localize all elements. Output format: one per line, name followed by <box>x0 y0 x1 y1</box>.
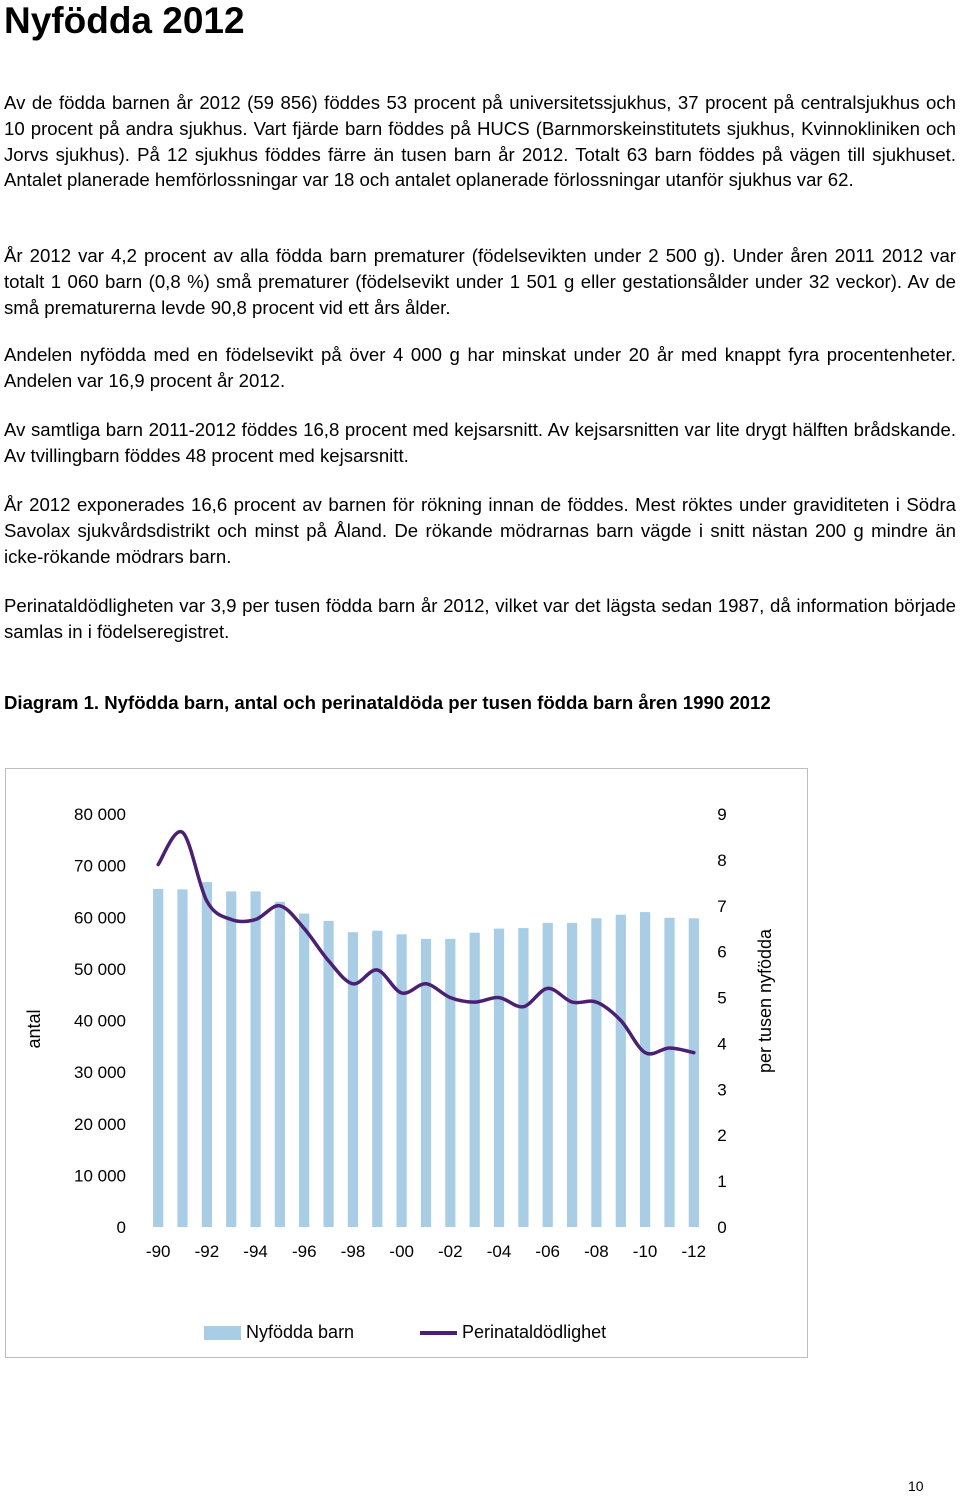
perinatal-point-2006 <box>547 988 549 990</box>
perinatal-point-2005 <box>523 1006 525 1008</box>
x-tick-label: -98 <box>340 1242 366 1261</box>
left-tick-label: 40 000 <box>74 1011 126 1031</box>
bar-1999 <box>372 931 382 1227</box>
bar-1995 <box>275 902 285 1227</box>
paragraph-premature: År 2012 var 4,2 procent av alla födda barn prematurer (födelsevikten under 2 500 g). Under åren 2011 2012 var totalt 1 060 barn (0,8 %) små prematurer (födelsevikt under 1 501 g eller gestationsålder under 32 veckor). Av de små prematurerna levde 90,8 procent vid ett års ålder. <box>4 245 956 318</box>
right-tick-label: 2 <box>717 1126 727 1146</box>
x-tick-label: -96 <box>292 1242 317 1261</box>
diagram-caption: Diagram 1. Nyfödda barn, antal och perinataldöda per tusen födda barn åren 1990 2012 <box>4 692 771 713</box>
page-number: 10 <box>908 1478 924 1494</box>
perinatal-point-2001 <box>425 983 427 985</box>
chart-frame <box>5 768 808 1358</box>
right-tick-label: 0 <box>717 1218 727 1237</box>
paragraph-caesarean: Av samtliga barn 2011-2012 föddes 16,8 procent med kejsarsnitt. Av kejsarsnitten var lite drygt hälften brådskande. Av tvillingbarn föddes 48 procent med kejsarsnitt. <box>4 419 956 466</box>
bar-1994 <box>251 891 261 1227</box>
right-tick-label: 6 <box>717 942 727 962</box>
paragraph-births-hospitals: Av de födda barnen år 2012 (59 856) föddes 53 procent på universitetssjukhus, 37 procent på centralsjukhus och 10 procent på andra sjukhus. Vart fjärde barn föddes på HUCS (Barnmorskeinstitutets sjukhus, Kvinnokliniken och Jorvs sjukhus). På 12 sjukhus föddes färre än tusen barn år 2012. Totalt 63 barn föddes på vägen till sjukhuset. Antalet planerade hemförlossningar var 18 och antalet oplanerade förlossningar utanför sjukhus var 62. <box>4 92 956 191</box>
perinatal-point-2012 <box>693 1052 695 1054</box>
right-axis-title: per tusen nyfödda <box>755 928 775 1074</box>
left-tick-label: 20 000 <box>74 1114 126 1134</box>
bar-2006 <box>543 923 553 1227</box>
perinatal-point-2010 <box>644 1052 646 1054</box>
paragraph-birthweight: Andelen nyfödda med en födelsevikt på över 4 000 g har minskat under 20 år med knappt fyra procentenheter. Andelen var 16,9 procent år 2012. <box>4 344 956 391</box>
x-tick-label: -92 <box>194 1242 220 1261</box>
bars-group <box>153 882 699 1227</box>
right-axis-ticks <box>717 805 726 1237</box>
perinatal-point-2008 <box>596 1001 598 1003</box>
perinatal-point-2011 <box>669 1047 671 1049</box>
perinatal-point-1993 <box>230 919 232 921</box>
right-tick-label: 1 <box>717 1172 727 1192</box>
left-tick-label: 50 000 <box>74 959 126 979</box>
bar-2012 <box>689 918 699 1227</box>
perinatal-point-1998 <box>352 983 354 985</box>
x-tick-label: -00 <box>389 1242 414 1261</box>
perinatal-point-2007 <box>571 1001 573 1003</box>
x-tick-label: -04 <box>486 1242 512 1261</box>
x-tick-label: -02 <box>438 1242 463 1261</box>
legend <box>204 1322 606 1342</box>
page-title: Nyfödda 2012 <box>4 0 245 41</box>
left-tick-label: 60 000 <box>74 908 126 928</box>
perinatal-point-2004 <box>498 997 500 999</box>
bar-2011 <box>664 918 674 1227</box>
perinatal-point-2000 <box>401 992 403 994</box>
paragraph-smoking: År 2012 exponerades 16,6 procent av barnen för rökning innan de föddes. Mest röktes under graviditeten i Södra Savolax sjukvårdsdistrikt och minst på Åland. De rökande mödrarnas barn vägde i snitt nästan 200 g mindre än icke-rökande mödrars barn. <box>4 494 956 567</box>
right-tick-label: 4 <box>717 1034 727 1054</box>
right-tick-label: 5 <box>717 988 727 1008</box>
bar-2008 <box>591 918 601 1227</box>
x-tick-label: -10 <box>632 1242 658 1261</box>
left-tick-label: 0 <box>116 1218 126 1237</box>
perinatal-point-1999 <box>377 969 379 971</box>
bar-1993 <box>226 891 236 1227</box>
right-tick-label: 3 <box>717 1080 727 1100</box>
bar-2003 <box>470 933 480 1227</box>
bar-2009 <box>616 915 626 1227</box>
bar-1992 <box>202 882 212 1227</box>
perinatal-point-1990 <box>157 864 159 866</box>
perinatal-point-1992 <box>206 900 208 902</box>
x-tick-label: -06 <box>535 1242 560 1261</box>
bar-1991 <box>177 889 187 1227</box>
x-tick-label: -12 <box>681 1242 707 1261</box>
bar-2004 <box>494 929 504 1227</box>
x-axis-ticks <box>146 1242 706 1261</box>
legend-swatch-bars <box>204 1326 241 1340</box>
bar-1996 <box>299 914 309 1227</box>
left-axis-ticks <box>74 805 126 1237</box>
left-tick-label: 10 000 <box>74 1166 126 1186</box>
right-tick-label: 9 <box>717 805 727 824</box>
paragraph-perinatal-mortality: Perinataldödligheten var 3,9 per tusen födda barn år 2012, vilket var det lägsta sedan 1987, då information började samlas in i födelseregistret. <box>4 595 956 642</box>
perinatal-point-1997 <box>328 960 330 962</box>
bar-2010 <box>640 912 650 1227</box>
left-tick-label: 80 000 <box>74 805 126 824</box>
perinatal-point-2003 <box>474 1001 476 1003</box>
bar-2002 <box>445 939 455 1227</box>
left-tick-label: 70 000 <box>74 856 126 876</box>
perinatal-point-1994 <box>255 919 257 921</box>
x-tick-label: -08 <box>584 1242 609 1261</box>
bar-2005 <box>518 928 528 1227</box>
perinatal-point-1991 <box>182 832 184 834</box>
bar-2000 <box>397 934 407 1227</box>
bar-1990 <box>153 889 163 1227</box>
births-chart <box>6 769 807 1357</box>
right-tick-label: 8 <box>717 850 727 870</box>
bar-2007 <box>567 923 577 1227</box>
perinatal-point-2002 <box>450 997 452 999</box>
perinatal-point-2009 <box>620 1020 622 1022</box>
x-tick-label: -94 <box>243 1242 268 1261</box>
left-axis-title: antal <box>24 1009 44 1049</box>
x-tick-label: -90 <box>145 1242 171 1261</box>
perinatal-point-1995 <box>279 905 281 907</box>
left-tick-label: 30 000 <box>74 1063 126 1083</box>
legend-label-line: Perinataldödlighet <box>462 1322 607 1342</box>
legend-label-bars: Nyfödda barn <box>246 1322 355 1342</box>
right-tick-label: 7 <box>717 896 727 916</box>
perinatal-point-1996 <box>304 928 306 930</box>
bar-1998 <box>348 932 358 1227</box>
